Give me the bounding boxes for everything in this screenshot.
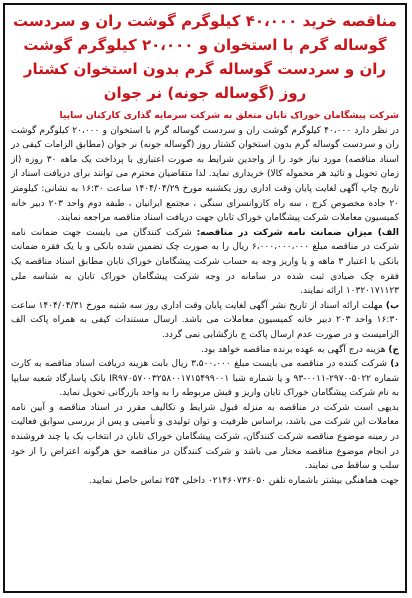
section-d-text: شرکت کننده در مناقصه می بایست مبلغ ۳،۵۰۰،۰۰۰ ریال بابت هزینه دریافت اسناد مناقصه به کارت شماره ۵۰۲۲-۲۹۷۰-۰۰۱۱-۹۳ و یا شماره شبا IR۹۷۰۵۷۰۰۳۲۵۸۰۰۱۷۱۵۴۹۹۰۰۱ بانک پاسارگاد شعبه سایپا به نام شرکت پیشگامان خوراک تابان واریز و فیش مربوطه را به واحد بازرگانی تحویل نماید. bbox=[11, 359, 399, 399]
intro-paragraph: در نظر دارد ۴۰،۰۰۰ کیلوگرم گوشت ران و سردست گوساله گرم با استخوان و ۲۰،۰۰۰ کیلوگرم گوشت ران و سردست گوساله گرم بدون استخوان کشتار روز (گوساله جونه) نر جوان (مطابق الزامات کیفی در اسناد مناقصه) مورد نیاز خود را از واجدین شرایط به صورت اعتباری با پرداخت یک ماهه ۳۰ روزه (از زمان تحویل و تائید هر محموله کالا) خریداری نماید. لذا متقاضیان محترم می توانند برای دریافت اسناد از تاریخ چاپ آگهی لغایت پایان وقت اداری روز یکشنبه مورخ ۱۴۰۴/۰۴/۲۹ ساعت ۱۶:۳۰ به نشانی: کیلومتر ۲۰ جاده مخصوص کرج ، سه راه کاروانسرای سنگی ، مجتمع ایرانیان ، طبقه دوم واحد ۲۰۳ دبیر خانه کمیسیون معاملات شرکت پیشگامان خوراک تابان جهت دریافت اسناد مناقصه مراجعه نمایند. bbox=[11, 125, 400, 224]
section-a-heading: الف) میزان ضمانت نامه شرکت در مناقصه: bbox=[196, 227, 399, 238]
section-d bbox=[11, 357, 399, 401]
section-b bbox=[11, 299, 399, 343]
section-d-heading: د) bbox=[390, 359, 399, 370]
closing-paragraph: بدیهی است شرکت در مناقصه به منزله قبول شرایط و تکالیف مقرر در اسناد مناقصه و آیین نامه معاملات این شرکت می باشد، براساس ظرفیت و توان تولیدی و تأمینی و پس از بررسی سوابق فعالیت در زمینه موضوع مناقصه شرکت کنندگان، شرکت پیشگامان خوراک تابان در انتخاب یک یا چند فروشنده در انجام موضوع مناقصه مختار می باشد و شرکت کنندگان در مناقصه حق هرگونه اعتراض را از خود سلب و ساقط می نمایند. bbox=[11, 402, 399, 472]
company-line: شرکت پیشگامان خوراک تابان متعلق به شرکت سرمایه گذاری کارکنان ساپیا bbox=[59, 110, 399, 121]
section-a bbox=[11, 226, 399, 299]
section-b-text: مهلت ارائه اسناد از تاریخ نشر آگهی لغایت پایان وقت اداری روز سه شنبه مورخ ۱۴۰۴/۰۴/۳۱ ساعت ۱۶:۳۰ واحد ۲۰۳ دبیر خانه کمیسیون معاملات می باشد. ارسال مستندات کیفی به همراه پاکت الف الزامیست و در صورت عدم ارسال پاکت ج بازگشایی نمی گردد. bbox=[11, 300, 399, 340]
section-c-heading: ج) bbox=[388, 344, 399, 355]
section-b-heading: ب) bbox=[385, 300, 399, 311]
section-c bbox=[11, 343, 399, 358]
section-c-text: هزینه درج آگهی به عهده برنده مناقصه خواهد بود. bbox=[201, 344, 386, 355]
tender-notice bbox=[3, 3, 407, 593]
contact-line: جهت هماهنگی بیشتر باشماره تلفن ۰۲۱۴۶۰۷۳۶۰۵۰ داخلی ۲۵۴ تماس حاصل نمایید. bbox=[89, 475, 399, 486]
notice-title: مناقصه خرید ۴۰،۰۰۰ کیلوگرم گوشت ران و سردست گوساله گرم با استخوان و ۲۰،۰۰۰ کیلوگرم گوشت ران و سردست گوساله گرم بدون استخوان کشتار روز (گوساله جونه) نر جوان bbox=[13, 12, 397, 102]
section-a-text: شرکت کنندگان می بایست جهت ضمانت نامه شرکت در مناقصه مبلغ ۶،۰۰۰،۰۰۰،۰۰۰ ریال را به صورت چک تضمین شده بانکی و یا یک فقره ضمانت بانکی با اعتبار ۳ ماهه و یا واریز وجه به حساب شرکت پیشگامان خوراک تابان مطابق اسناد مناقصه یک فقره چک صیادی ثبت شده در سامانه در وجه شرکت پیشگامان خوراک تابان به شناسه ملی ۱۰۳۲۰۱۷۱۱۲۳ ارائه نمایند. bbox=[11, 227, 399, 297]
